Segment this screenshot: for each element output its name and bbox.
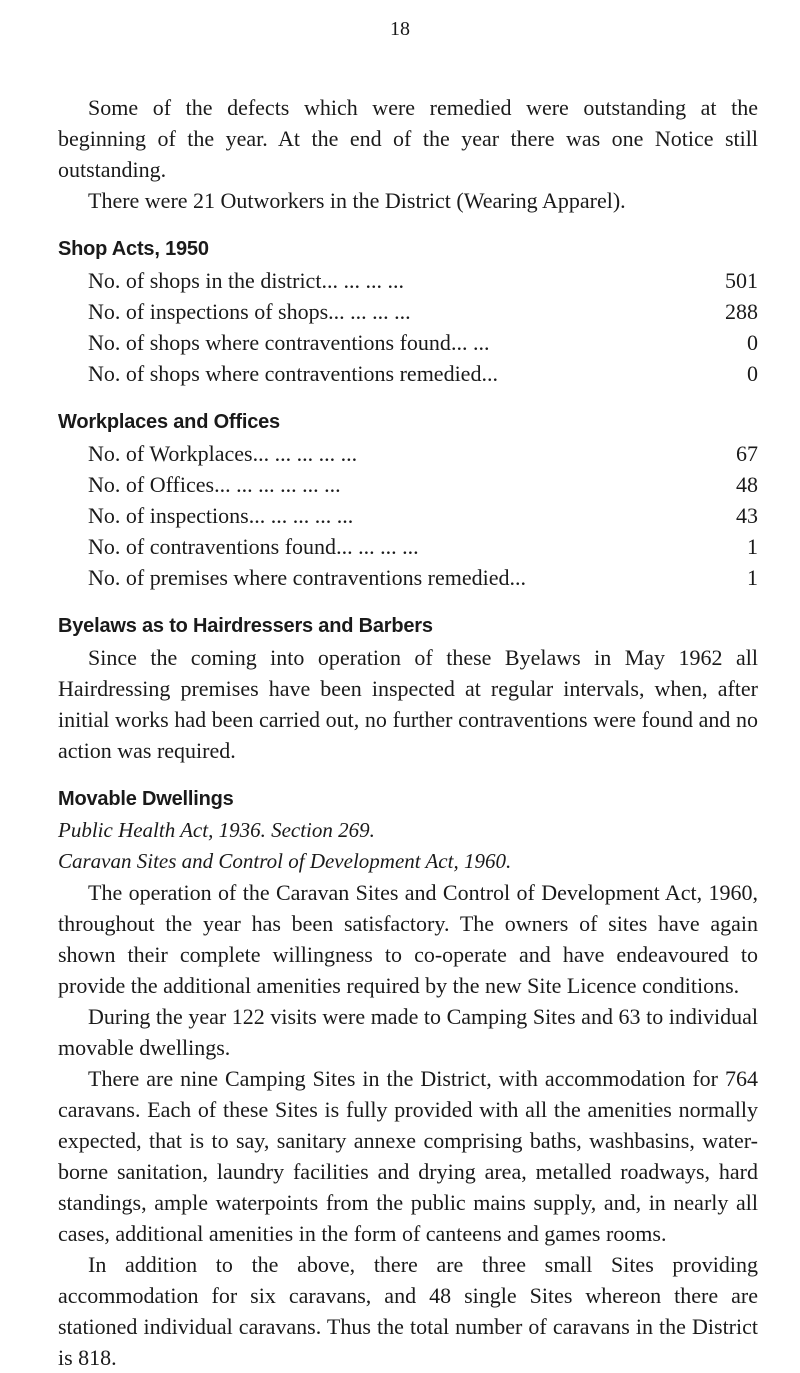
row-label: No. of inspections bbox=[88, 503, 249, 528]
table-row bbox=[58, 531, 758, 562]
row-leader: ... ... ... ... ... ... bbox=[214, 472, 341, 497]
row-value: 501 bbox=[725, 268, 758, 293]
row-leader: ... ... bbox=[450, 330, 490, 355]
row-label: No. of inspections of shops bbox=[88, 299, 329, 324]
movable-paragraph-2: During the year 122 visits were made to Camping Sites and 63 to individual movable dwellings. bbox=[58, 1004, 758, 1060]
row-label: No. of Workplaces bbox=[88, 441, 253, 466]
movable-paragraph-1: The operation of the Caravan Sites and Control of Development Act, 1960, throughout the year has been satisfactory. The owners of sites have again shown their complete willingness to co-operate and have endeavoured to provide the additional amenities required by the new Site Licence conditions. bbox=[58, 880, 758, 998]
movable-paragraph-4: In addition to the above, there are three small Sites providing accommodation for six caravans, and 48 single Sites whereon there are stationed individual caravans. Thus the total number of caravans in the District is 818. bbox=[58, 1252, 758, 1370]
row-leader: ... bbox=[509, 565, 527, 590]
row-leader: ... ... ... ... bbox=[321, 268, 404, 293]
shop-acts-heading: Shop Acts, 1950 bbox=[58, 238, 209, 260]
row-leader: ... ... ... ... bbox=[328, 299, 411, 324]
intro-paragraph-2: There were 21 Outworkers in the District (Wearing Apparel). bbox=[88, 188, 626, 213]
table-row bbox=[58, 500, 758, 531]
row-label: No. of contraventions found bbox=[88, 534, 337, 559]
intro-paragraph-1: Some of the defects which were remedied were outstanding at the beginning of the year. At the end of the year there was one Notice still outstanding. bbox=[58, 95, 758, 182]
byelaws-paragraph: Since the coming into operation of these Byelaws in May 1962 all Hairdressing premises have been inspected at regular intervals, when, after initial works had been carried out, no further contraventions were found and no action was required. bbox=[58, 645, 758, 763]
row-value: 1 bbox=[747, 565, 758, 590]
row-leader: ... ... ... ... ... bbox=[248, 503, 354, 528]
page-number: 18 bbox=[390, 18, 410, 40]
row-value: 67 bbox=[736, 441, 758, 466]
table-row bbox=[58, 469, 758, 500]
act-reference-1: Public Health Act, 1936. Section 269. bbox=[58, 818, 375, 842]
row-label: No. of shops in the district bbox=[88, 268, 322, 293]
row-leader: ... bbox=[481, 361, 498, 386]
workplaces-table bbox=[58, 438, 758, 593]
row-label: No. of shops where contraventions remedied bbox=[88, 361, 482, 386]
table-row bbox=[58, 296, 758, 327]
row-value: 1 bbox=[747, 534, 758, 559]
table-row bbox=[58, 327, 758, 358]
table-row bbox=[58, 265, 758, 296]
shop-acts-table bbox=[58, 265, 758, 389]
row-value: 0 bbox=[747, 361, 758, 386]
row-value: 43 bbox=[736, 503, 758, 528]
row-value: 48 bbox=[736, 472, 758, 497]
row-leader: ... ... ... ... ... bbox=[252, 441, 358, 466]
row-value: 288 bbox=[725, 299, 758, 324]
workplaces-heading: Workplaces and Offices bbox=[58, 411, 280, 433]
movable-dwellings-heading: Movable Dwellings bbox=[58, 788, 234, 810]
table-row bbox=[58, 358, 758, 389]
act-reference-2: Caravan Sites and Control of Development Act, 1960. bbox=[58, 849, 512, 873]
movable-paragraph-3: There are nine Camping Sites in the District, with accommodation for 764 caravans. Each of these Sites is fully provided with all the amenities normally expected, that is to say, sanitary annexe comprising baths, washbasins, water-borne sanitation, laundry facilities and drying area, metalled roadways, hard standings, ample waterpoints from the public mains supply, and, in nearly all cases, additional amenities in the form of canteens and games rooms. bbox=[58, 1066, 758, 1246]
document-body bbox=[58, 92, 758, 1373]
table-row bbox=[58, 562, 758, 593]
table-row bbox=[58, 438, 758, 469]
byelaws-heading: Byelaws as to Hairdressers and Barbers bbox=[58, 615, 433, 637]
row-label: No. of Offices bbox=[88, 472, 215, 497]
row-value: 0 bbox=[747, 330, 758, 355]
row-leader: ... ... ... ... bbox=[336, 534, 419, 559]
row-label: No. of shops where contraventions found bbox=[88, 330, 451, 355]
row-label: No. of premises where contraventions remedied bbox=[88, 565, 510, 590]
